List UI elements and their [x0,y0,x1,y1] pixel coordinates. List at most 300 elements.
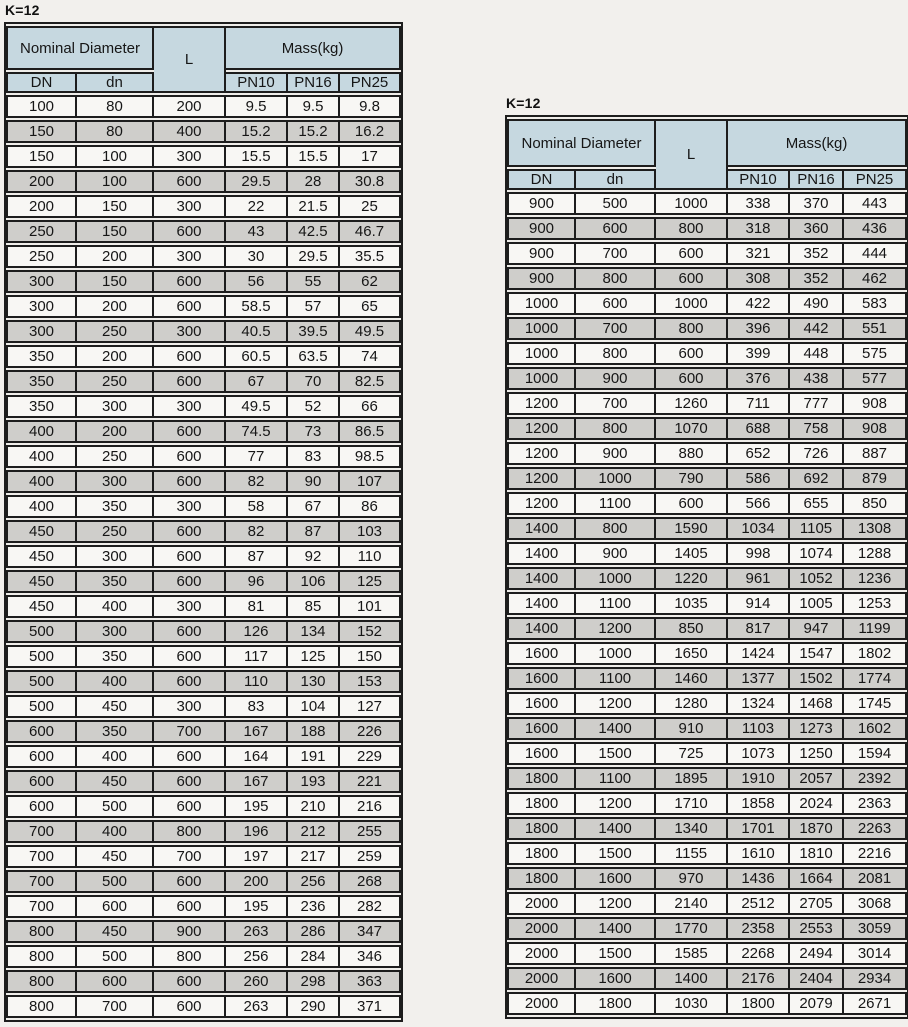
table-cell: 200 [154,95,226,118]
table-cell: 66 [340,395,401,418]
table-cell: 300 [154,695,226,718]
table-cell: 1800 [507,817,576,840]
table-cell: 300 [77,395,154,418]
table-cell: 1000 [507,292,576,315]
table-cell: 2705 [790,892,844,915]
table-cell: 290 [288,995,340,1018]
table-row [507,567,907,590]
table-row [507,742,907,765]
table-cell: 1400 [656,967,728,990]
table-cell: 500 [77,795,154,818]
table-cell: 700 [154,845,226,868]
table-cell: 800 [6,995,77,1018]
table-cell: 268 [340,870,401,893]
table-cell: 800 [576,267,656,290]
table-cell: 2057 [790,767,844,790]
table-cell: 400 [77,595,154,618]
table-cell: 443 [844,192,907,215]
table-cell: 347 [340,920,401,943]
table-cell: 1600 [507,742,576,765]
col-header-mass: Mass(kg) [728,119,907,167]
table-cell: 1400 [507,567,576,590]
table-cell: 350 [6,370,77,393]
table-cell: 1273 [790,717,844,740]
table-cell: 1405 [656,542,728,565]
table-cell: 300 [154,145,226,168]
table-cell: 1602 [844,717,907,740]
table-cell: 15.2 [288,120,340,143]
table-row [6,245,401,268]
table-cell: 652 [728,442,790,465]
table-row [507,267,907,290]
table-row [507,717,907,740]
col-header-nominal-diameter: Nominal Diameter [507,119,656,167]
table-cell: 9.5 [226,95,288,118]
table-cell: 15.5 [226,145,288,168]
table-cell: 1400 [507,517,576,540]
table-cell: 1400 [576,817,656,840]
table-cell: 2000 [507,892,576,915]
table-cell: 2216 [844,842,907,865]
table-cell: 110 [340,545,401,568]
table-cell: 30 [226,245,288,268]
table-cell: 63.5 [288,345,340,368]
table-cell: 1802 [844,642,907,665]
table-cell: 758 [790,417,844,440]
table-cell: 2000 [507,967,576,990]
table-cell: 1280 [656,692,728,715]
table-cell: 600 [154,545,226,568]
table-cell: 1200 [507,417,576,440]
spec-table [507,117,907,1017]
table-cell: 2000 [507,917,576,940]
table-cell: 900 [507,192,576,215]
table-cell: 90 [288,470,340,493]
table-cell: 300 [77,620,154,643]
table-cell: 3014 [844,942,907,965]
table-cell: 1000 [576,642,656,665]
table-cell: 700 [576,317,656,340]
table-cell: 1594 [844,742,907,765]
table-cell: 700 [77,995,154,1018]
table-cell: 1155 [656,842,728,865]
table-cell: 1005 [790,592,844,615]
table-row [507,892,907,915]
table-cell: 400 [6,420,77,443]
table-cell: 600 [154,795,226,818]
table-row [507,492,907,515]
table-row [6,570,401,593]
table-cell: 87 [288,520,340,543]
table-cell: 1308 [844,517,907,540]
table-cell: 900 [507,242,576,265]
table-cell: 60.5 [226,345,288,368]
table-cell: 1600 [576,867,656,890]
table-cell: 167 [226,770,288,793]
table-cell: 600 [656,242,728,265]
table-row [6,770,401,793]
table-cell: 164 [226,745,288,768]
table-cell: 490 [790,292,844,315]
col-header-length: L [154,26,226,93]
table-cell: 600 [154,670,226,693]
table-row [6,745,401,768]
table-cell: 350 [6,395,77,418]
table-cell: 210 [288,795,340,818]
table-cell: 500 [576,192,656,215]
table-cell: 300 [77,470,154,493]
table-cell: 82.5 [340,370,401,393]
table-cell: 195 [226,895,288,918]
table-row [507,692,907,715]
table-cell: 600 [154,970,226,993]
table-cell: 195 [226,795,288,818]
table-row [507,217,907,240]
table-row [6,420,401,443]
table-cell: 150 [77,220,154,243]
table-cell: 125 [288,645,340,668]
table-cell: 726 [790,442,844,465]
table-cell: 363 [340,970,401,993]
table-cell: 600 [154,745,226,768]
table-cell: 350 [77,570,154,593]
table-cell: 1800 [576,992,656,1015]
table-cell: 126 [226,620,288,643]
table-cell: 1500 [576,942,656,965]
table-cell: 887 [844,442,907,465]
table-cell: 85 [288,595,340,618]
table-cell: 117 [226,645,288,668]
table-cell: 998 [728,542,790,565]
table-cell: 300 [154,320,226,343]
table-cell: 1770 [656,917,728,940]
table-cell: 1600 [507,667,576,690]
table-cell: 338 [728,192,790,215]
table-cell: 2268 [728,942,790,965]
table-cell: 908 [844,392,907,415]
table-cell: 961 [728,567,790,590]
table-cell: 86.5 [340,420,401,443]
table-cell: 450 [6,570,77,593]
table-cell: 1468 [790,692,844,715]
table-cell: 725 [656,742,728,765]
table-row [6,970,401,993]
table-cell: 229 [340,745,401,768]
table-row [6,370,401,393]
table-cell: 1253 [844,592,907,615]
table-cell: 83 [226,695,288,718]
table-cell: 107 [340,470,401,493]
table-cell: 575 [844,342,907,365]
table-row [6,695,401,718]
table-cell: 1035 [656,592,728,615]
table-cell: 880 [656,442,728,465]
table-cell: 900 [576,442,656,465]
table-cell: 57 [288,295,340,318]
table-cell: 1200 [507,492,576,515]
table-cell: 600 [154,445,226,468]
table-row [507,367,907,390]
table-cell: 1400 [507,542,576,565]
table-cell: 250 [77,370,154,393]
table-cell: 2176 [728,967,790,990]
table-row [507,817,907,840]
table-cell: 300 [154,495,226,518]
table-cell: 3068 [844,892,907,915]
table-cell: 15.5 [288,145,340,168]
table-cell: 2363 [844,792,907,815]
table-cell: 1610 [728,842,790,865]
table-cell: 1288 [844,542,907,565]
table-cell: 600 [154,220,226,243]
table-cell: 52 [288,395,340,418]
table-cell: 400 [6,495,77,518]
table-row [6,720,401,743]
table-cell: 1701 [728,817,790,840]
table-cell: 1000 [507,317,576,340]
table-cell: 80 [77,120,154,143]
table-cell: 200 [77,295,154,318]
table-cell: 200 [77,245,154,268]
table-cell: 1070 [656,417,728,440]
table-cell: 103 [340,520,401,543]
table-cell: 800 [154,945,226,968]
table-cell: 55 [288,270,340,293]
table-cell: 396 [728,317,790,340]
table-cell: 150 [77,270,154,293]
table-cell: 790 [656,467,728,490]
table-cell: 500 [6,670,77,693]
table-cell: 300 [154,395,226,418]
table-row [507,642,907,665]
table-cell: 250 [77,520,154,543]
table-cell: 1436 [728,867,790,890]
table-cell: 81 [226,595,288,618]
table-cell: 800 [656,217,728,240]
table-cell: 29.5 [288,245,340,268]
table-cell: 1100 [576,492,656,515]
table-cell: 1870 [790,817,844,840]
table-cell: 800 [576,342,656,365]
table-cell: 500 [6,645,77,668]
table-cell: 191 [288,745,340,768]
table-row [6,945,401,968]
table-cell: 600 [77,970,154,993]
table-row [507,442,907,465]
table-cell: 250 [6,220,77,243]
table-cell: 221 [340,770,401,793]
table-cell: 1774 [844,667,907,690]
col-header-length: L [656,119,728,190]
table-cell: 35.5 [340,245,401,268]
table-cell: 800 [6,920,77,943]
table-cell: 2000 [507,942,576,965]
table-cell: 1103 [728,717,790,740]
table-cell: 80 [77,95,154,118]
table-cell: 376 [728,367,790,390]
table-row [6,395,401,418]
table-cell: 58 [226,495,288,518]
table-cell: 49.5 [226,395,288,418]
table-cell: 450 [77,845,154,868]
table-cell: 255 [340,820,401,843]
table-cell: 1236 [844,567,907,590]
table-cell: 2512 [728,892,790,915]
table-row [507,917,907,940]
table-cell: 600 [154,170,226,193]
table-cell: 25 [340,195,401,218]
table-cell: 1800 [728,992,790,1015]
table-cell: 1250 [790,742,844,765]
table-cell: 1400 [576,717,656,740]
table-cell: 2553 [790,917,844,940]
table-cell: 850 [656,617,728,640]
table-cell: 1200 [576,892,656,915]
table-cell: 96 [226,570,288,593]
table-cell: 352 [790,267,844,290]
table-row [6,195,401,218]
table-cell: 134 [288,620,340,643]
table-cell: 688 [728,417,790,440]
table-cell: 9.5 [288,95,340,118]
table-cell: 2404 [790,967,844,990]
table-cell: 2392 [844,767,907,790]
table-cell: 150 [340,645,401,668]
table-cell: 28 [288,170,340,193]
table-row [507,867,907,890]
table-cell: 1200 [576,792,656,815]
table-cell: 450 [6,595,77,618]
table-cell: 1800 [507,792,576,815]
col-header-pn25: PN25 [340,72,401,93]
table-cell: 600 [6,770,77,793]
table-cell: 16.2 [340,120,401,143]
table-cell: 1895 [656,767,728,790]
table-cell: 436 [844,217,907,240]
table-cell: 600 [154,470,226,493]
table-cell: 1105 [790,517,844,540]
table-cell: 125 [340,570,401,593]
table-cell: 400 [6,445,77,468]
table-cell: 500 [6,620,77,643]
table-cell: 600 [656,367,728,390]
table-cell: 1000 [507,342,576,365]
table-cell: 263 [226,995,288,1018]
table-row [6,545,401,568]
table-cell: 1000 [507,367,576,390]
table-cell: 2081 [844,867,907,890]
table-cell: 82 [226,470,288,493]
table-cell: 600 [154,295,226,318]
table-cell: 692 [790,467,844,490]
table-cell: 77 [226,445,288,468]
table-row [507,467,907,490]
mass-table-section-right [505,95,908,1024]
table-cell: 350 [77,645,154,668]
table-cell: 74 [340,345,401,368]
table-cell: 22 [226,195,288,218]
table-cell: 900 [576,542,656,565]
table-cell: 900 [576,367,656,390]
table-cell: 152 [340,620,401,643]
table-row [6,845,401,868]
table-cell: 586 [728,467,790,490]
table-cell: 600 [576,292,656,315]
table-cell: 49.5 [340,320,401,343]
table-cell: 400 [77,670,154,693]
table-row [6,820,401,843]
table-cell: 450 [77,695,154,718]
table-cell: 1000 [576,567,656,590]
table-cell: 700 [6,895,77,918]
table-cell: 577 [844,367,907,390]
table-cell: 308 [728,267,790,290]
table-cell: 600 [154,895,226,918]
k-factor-label: K=12 [506,95,541,111]
table-cell: 914 [728,592,790,615]
table-cell: 1800 [507,867,576,890]
table-cell: 2000 [507,992,576,1015]
table-cell: 1100 [576,667,656,690]
table-cell: 56 [226,270,288,293]
table-cell: 104 [288,695,340,718]
table-cell: 259 [340,845,401,868]
table-cell: 1200 [576,617,656,640]
table-cell: 600 [154,520,226,543]
table-cell: 700 [6,845,77,868]
col-header-pn10: PN10 [728,169,790,190]
table-header [6,26,401,93]
table-cell: 450 [77,770,154,793]
table-cell: 400 [6,470,77,493]
table-cell: 600 [154,645,226,668]
table-cell: 947 [790,617,844,640]
table-cell: 1200 [576,692,656,715]
table-cell: 250 [6,245,77,268]
table-cell: 1600 [507,692,576,715]
table-row [6,270,401,293]
table-row [6,995,401,1018]
table-cell: 352 [790,242,844,265]
table-cell: 400 [77,745,154,768]
table-cell: 263 [226,920,288,943]
table-cell: 700 [154,720,226,743]
table-cell: 1460 [656,667,728,690]
k-factor-label: K=12 [5,2,40,18]
table-cell: 500 [77,945,154,968]
table-cell: 1199 [844,617,907,640]
table-row [6,95,401,118]
table-cell: 399 [728,342,790,365]
table-cell: 167 [226,720,288,743]
table-cell: 300 [154,195,226,218]
table-cell: 600 [6,795,77,818]
table-cell: 1502 [790,667,844,690]
table-cell: 350 [77,720,154,743]
table-row [507,542,907,565]
table-cell: 600 [154,570,226,593]
table-row [507,242,907,265]
table-cell: 600 [656,342,728,365]
table-cell: 217 [288,845,340,868]
table-cell: 879 [844,467,907,490]
col-header-pn16: PN16 [288,72,340,93]
table-cell: 900 [507,267,576,290]
table-cell: 62 [340,270,401,293]
table-cell: 3059 [844,917,907,940]
table-row [6,870,401,893]
table-cell: 346 [340,945,401,968]
